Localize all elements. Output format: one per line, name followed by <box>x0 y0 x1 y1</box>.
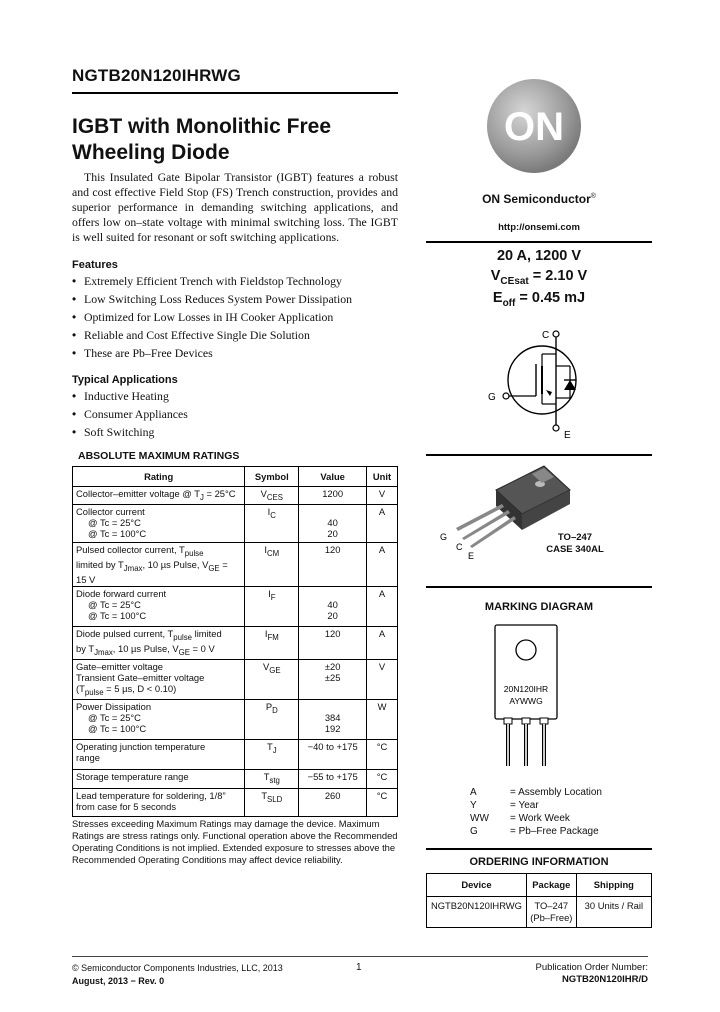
list-item: • Optimized for Low Losses in IH Cooker Application <box>72 308 352 326</box>
list-item: • Reliable and Cost Effective Single Die Solution <box>72 326 352 344</box>
brand-name: ON Semiconductor® <box>482 192 596 206</box>
marking-legend: A = Assembly Location Y = Year WW = Work Week G = Pb–Free Package <box>470 787 602 837</box>
table-row: Gate–emitter voltage Transient Gate–emitter voltage ($T_{pulse} = 5$ µs, D < 0.10) $V_{GE}$ ±20 ±25 V <box>73 659 398 699</box>
spec-vcesat: $V_{CEsat} = 2.10$ V <box>490 268 588 287</box>
list-item: • Low Switching Loss Reduces System Power Dissipation <box>72 290 352 308</box>
divider <box>426 586 652 588</box>
divider <box>426 848 652 850</box>
table-row: Diode pulsed current, $T_{pulse}$ limited by $T_{Jmax}$, 10 µs Pulse, $V_{GE} = 0$ V $I_{FM}$ 120 A <box>73 626 398 659</box>
intro-paragraph: This Insulated Gate Bipolar Transistor (IGBT) features a robust and cost effective Field Stop (FS) Trench construction, provides and superior performance in demanding switching applications, and offers low on–state voltage with minimal switching loss. The IGBT is well suited for resonant or soft switching applications. <box>72 170 398 244</box>
table-row: Operating junction temperature range $T_J$ −40 to +175 °C <box>73 739 398 769</box>
table-row: Storage temperature range $T_{stg}$ −55 to +175 °C <box>73 769 398 788</box>
stress-note: Stresses exceeding Maximum Ratings may damage the device. Maximum Ratings are stress ratings only. Functional operation above the Recommended Operating Conditions is not implied. Extended exposure to stresses above the Recommended Operating Conditions may affect device reliability. <box>72 818 398 865</box>
divider <box>72 92 398 94</box>
table-row: Diode forward current @ Tc = 25°C @ Tc = 100°C $I_F$ 40 20 A <box>73 586 398 626</box>
table-header-row <box>73 467 398 487</box>
col-rating: Rating <box>73 467 245 487</box>
applications-heading: Typical Applications <box>72 374 178 386</box>
footer-left: © Semiconductor Components Industries, LLC, 2013 August, 2013 − Rev. 0 <box>72 963 283 986</box>
svg-text:E: E <box>564 430 571 441</box>
table-row: NGTB20N120IHRWG TO–247 (Pb–Free) 30 Units / Rail <box>427 897 652 928</box>
table-row: Power Dissipation @ Tc = 25°C @ Tc = 100°C $P_D$ 384 192 W <box>73 699 398 739</box>
ratings-table <box>72 466 398 817</box>
amr-title: ABSOLUTE MAXIMUM RATINGS <box>78 450 240 462</box>
ordering-table <box>426 873 652 928</box>
table-header-row: Device Package Shipping <box>427 874 652 897</box>
applications-list <box>72 387 188 441</box>
marking-title: MARKING DIAGRAM <box>484 601 594 613</box>
table-row: Collector–emitter voltage @ $T_J = 25^\circ C$ $V_{CES}$ 1200 V <box>73 487 398 505</box>
marking-diagram <box>486 620 566 780</box>
footer-divider <box>72 956 648 957</box>
svg-text:20N120IHR: 20N120IHR <box>503 684 549 694</box>
col-symbol: Symbol <box>245 467 299 487</box>
list-item: • These are Pb–Free Devices <box>72 344 352 362</box>
col-value: Value <box>299 467 367 487</box>
svg-text:ON: ON <box>504 105 564 149</box>
footer-right: Publication Order Number: NGTB20N120IHR/D <box>535 962 648 985</box>
svg-text:C: C <box>456 542 463 552</box>
brand-url[interactable]: http://onsemi.com <box>498 222 580 233</box>
part-number: NGTB20N120IHRWG <box>72 66 241 85</box>
spec-eoff: $E_{off} = 0.45$ mJ <box>492 290 586 309</box>
table-row: Pulsed collector current, $T_{pulse}$ limited by $T_{Jmax}$, 10 µs Pulse, $V_{GE}$ = 15 V $I_{CM}$ 120 A <box>73 543 398 587</box>
package-caption: TO–247 CASE 340AL <box>546 532 604 555</box>
list-item: • Inductive Heating <box>72 387 188 405</box>
svg-text:C: C <box>542 330 550 341</box>
svg-text:G: G <box>440 532 448 542</box>
svg-text:AYWWG: AYWWG <box>509 696 543 706</box>
features-heading: Features <box>72 259 118 271</box>
page-number: 1 <box>356 962 362 973</box>
list-item: • Soft Switching <box>72 423 188 441</box>
table-row: Lead temperature for soldering, 1/8” from case for 5 seconds $T_{SLD}$ 260 °C <box>73 788 398 816</box>
table-row: Collector current @ Tc = 25°C @ Tc = 100°C $I_C$ 40 20 A <box>73 505 398 543</box>
on-semi-logo <box>486 78 582 174</box>
page-title: IGBT with Monolithic Free Wheeling Diode <box>72 115 331 164</box>
divider <box>426 454 652 456</box>
igbt-symbol-diagram <box>486 326 596 444</box>
features-list <box>72 272 352 362</box>
list-item: • Consumer Appliances <box>72 405 188 423</box>
svg-text:E: E <box>468 551 475 560</box>
svg-text:G: G <box>488 392 496 403</box>
col-unit: Unit <box>367 467 398 487</box>
divider <box>426 241 652 243</box>
list-item: • Extremely Efficient Trench with Fieldstop Technology <box>72 272 352 290</box>
spec-current-voltage: 20 A, 1200 V <box>496 248 582 264</box>
ordering-title: ORDERING INFORMATION <box>469 856 609 868</box>
